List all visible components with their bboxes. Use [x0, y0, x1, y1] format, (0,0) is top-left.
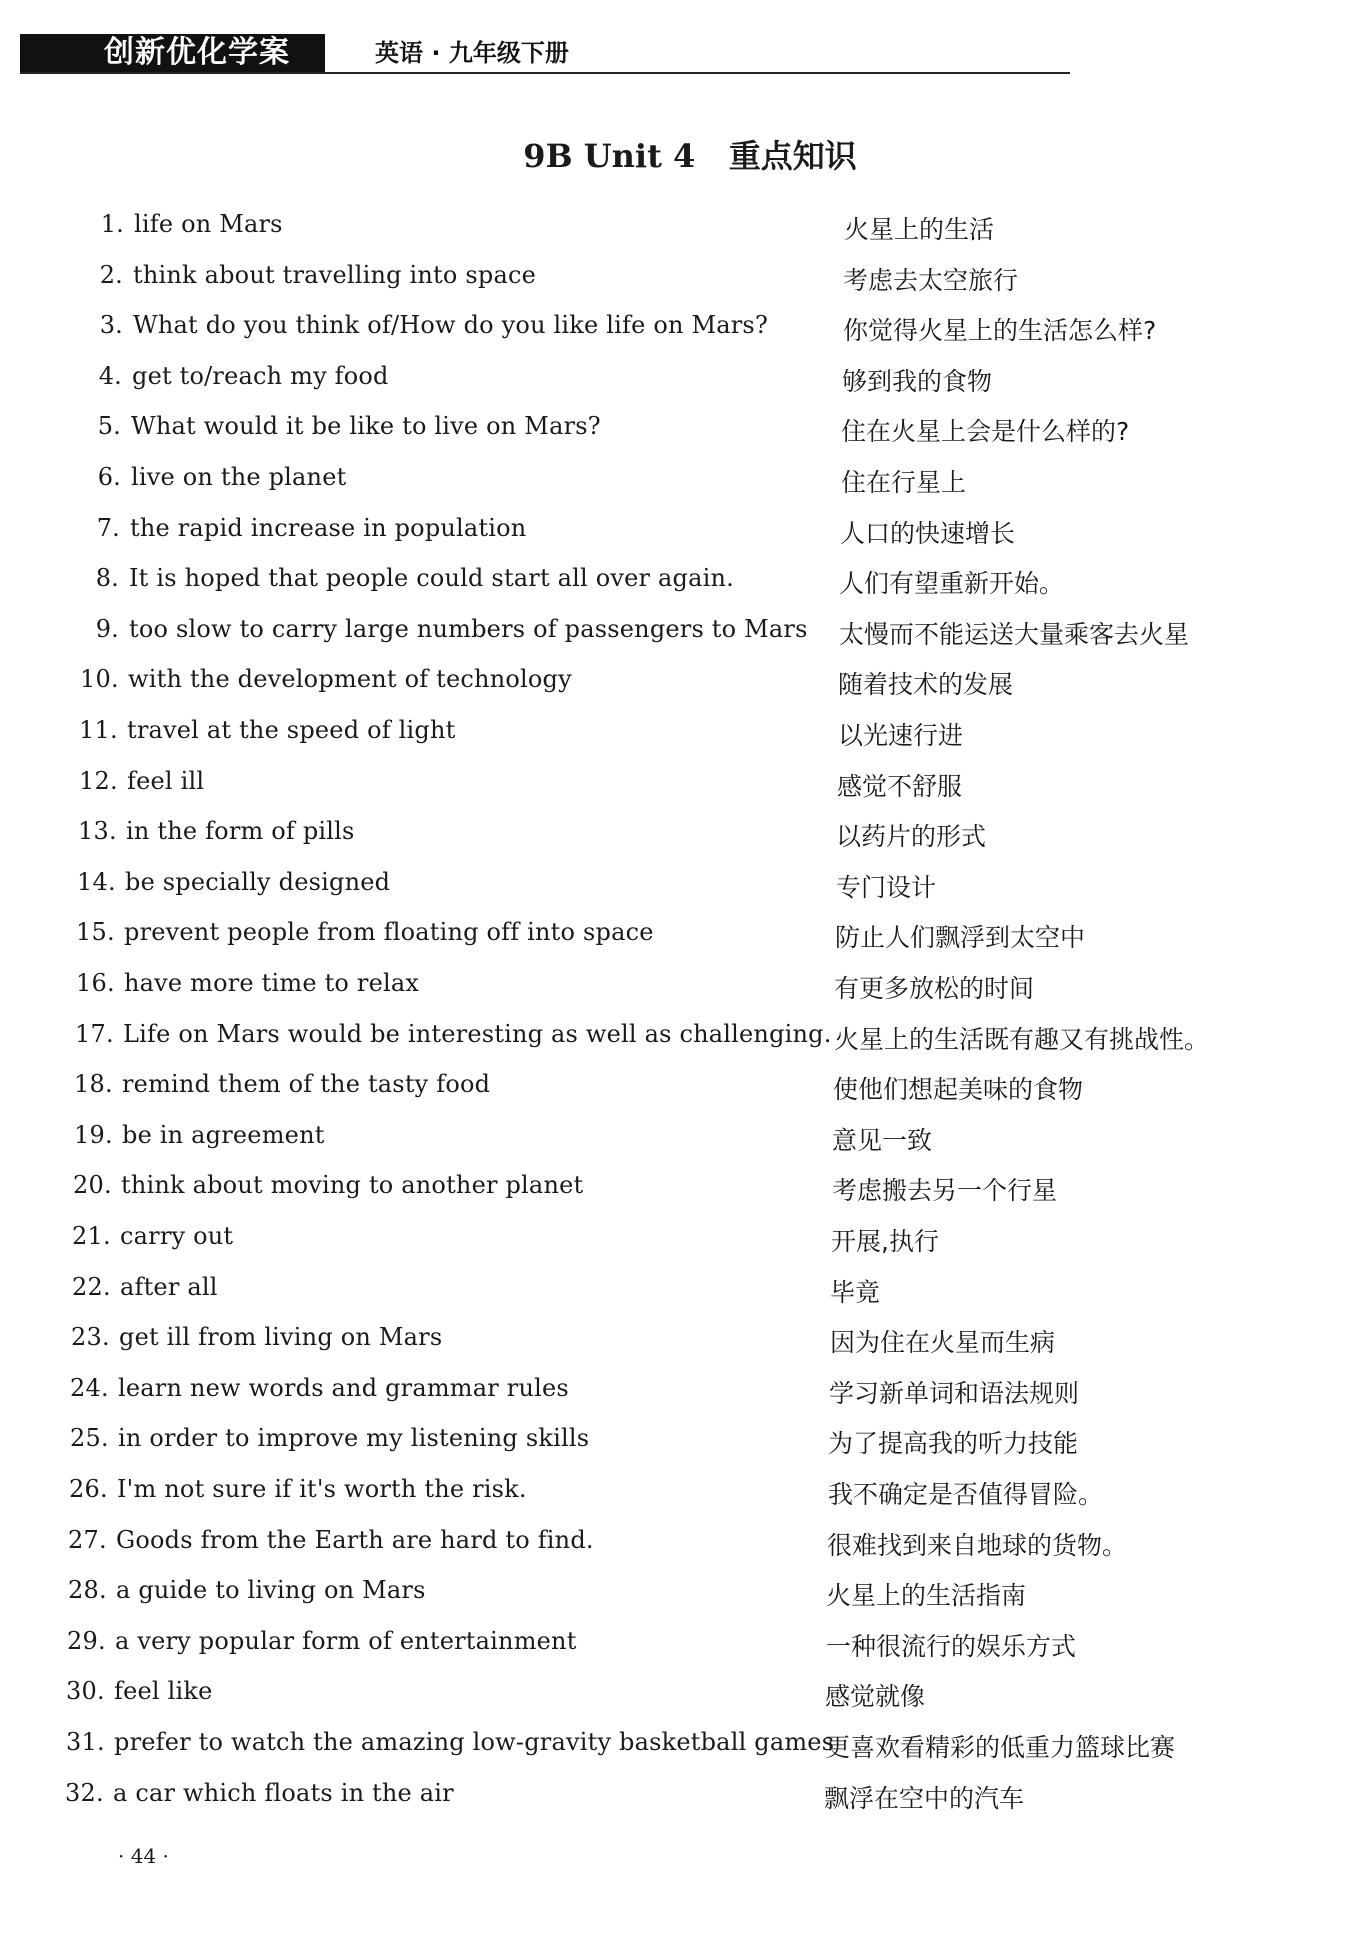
item-number: 1. — [100, 210, 124, 238]
english-text: in the form of pills — [126, 817, 355, 845]
english-text: a guide to living on Mars — [116, 1576, 426, 1604]
english-phrase — [81, 613, 808, 645]
english-text: get ill from living on Mars — [119, 1323, 443, 1351]
list-item — [0, 512, 1350, 552]
list-item — [0, 461, 1350, 501]
chinese-translation: 住在行星上 — [841, 468, 967, 497]
english-phrase — [85, 309, 768, 341]
header-brand-band — [20, 34, 325, 72]
english-phrase — [75, 1018, 832, 1050]
chinese-translation: 感觉不舒服 — [837, 772, 963, 801]
chinese-translation: 为了提高我的听力技能 — [828, 1429, 1079, 1458]
chinese-translation: 开展,执行 — [831, 1227, 939, 1256]
item-number: 29. — [67, 1627, 106, 1655]
chinese-translation: 你觉得火星上的生活怎么样? — [843, 316, 1157, 345]
english-phrase — [77, 866, 390, 898]
list-item — [0, 1068, 1350, 1108]
item-number: 30. — [66, 1677, 105, 1705]
item-number: 32. — [65, 1779, 104, 1807]
item-number: 5. — [97, 412, 121, 440]
item-number: 16. — [76, 969, 115, 997]
english-text: travel at the speed of light — [127, 716, 456, 744]
chinese-translation: 学习新单词和语法规则 — [829, 1379, 1080, 1408]
list-item — [0, 1524, 1350, 1564]
english-phrase — [71, 1321, 442, 1353]
item-number: 8. — [95, 564, 119, 592]
chinese-translation: 以光速行进 — [838, 721, 964, 750]
english-text: prefer to watch the amazing low-gravity basketball games — [114, 1728, 835, 1756]
chinese-translation: 住在火星上会是什么样的? — [841, 417, 1130, 446]
english-text: Life on Mars would be interesting as well as challenging. — [123, 1020, 832, 1048]
english-phrase — [83, 461, 346, 493]
list-item — [0, 309, 1350, 349]
item-number: 4. — [98, 362, 122, 390]
item-number: 7. — [96, 514, 120, 542]
list-item — [0, 765, 1350, 805]
english-phrase — [65, 1777, 454, 1809]
list-item — [0, 967, 1350, 1007]
english-text: have more time to relax — [124, 969, 420, 997]
english-text: too slow to carry large numbers of passengers to Mars — [129, 615, 808, 643]
chinese-translation: 随着技术的发展 — [838, 670, 1014, 699]
list-item — [0, 1220, 1350, 1260]
english-phrase — [70, 1422, 589, 1454]
list-item — [0, 259, 1350, 299]
chinese-translation: 考虑去太空旅行 — [843, 266, 1019, 295]
item-number: 18. — [74, 1070, 113, 1098]
item-number: 10. — [80, 665, 119, 693]
chinese-translation: 飘浮在空中的汽车 — [824, 1784, 1025, 1813]
english-text: think about moving to another planet — [121, 1171, 584, 1199]
chinese-translation: 专门设计 — [836, 873, 937, 902]
item-number: 11. — [79, 716, 118, 744]
english-text: Goods from the Earth are hard to find. — [116, 1526, 594, 1554]
chinese-translation: 更喜欢看精彩的低重力篮球比赛 — [825, 1733, 1176, 1762]
english-phrase — [86, 208, 283, 240]
list-item — [0, 1169, 1350, 1209]
header-rule — [20, 72, 1070, 74]
list-item — [0, 1777, 1350, 1817]
english-phrase — [68, 1524, 594, 1556]
english-text: What do you think of/How do you like life on Mars? — [133, 311, 769, 339]
list-item — [0, 1271, 1350, 1311]
chinese-translation: 够到我的食物 — [842, 367, 993, 396]
list-item — [0, 815, 1350, 855]
english-text: be specially designed — [125, 868, 391, 896]
english-text: get to/reach my food — [132, 362, 389, 390]
list-item — [0, 613, 1350, 653]
chinese-translation: 人们有望重新开始。 — [839, 569, 1065, 598]
page-title: 9B Unit 4 重点知识 — [523, 137, 857, 175]
brand-logo-text: 创新优化学案 — [104, 35, 290, 70]
item-number: 9. — [95, 615, 119, 643]
english-phrase — [74, 1119, 325, 1151]
list-item — [0, 663, 1350, 703]
chinese-translation: 我不确定是否值得冒险。 — [828, 1480, 1104, 1509]
item-number: 22. — [72, 1273, 111, 1301]
english-text: prevent people from floating off into space — [124, 918, 654, 946]
item-number: 17. — [75, 1020, 114, 1048]
english-phrase — [69, 1473, 527, 1505]
list-item — [0, 916, 1350, 956]
english-phrase — [67, 1625, 577, 1657]
english-phrase — [78, 815, 355, 847]
english-text: the rapid increase in population — [130, 514, 527, 542]
list-item — [0, 1473, 1350, 1513]
chinese-translation: 火星上的生活指南 — [826, 1581, 1027, 1610]
english-phrase — [68, 1574, 426, 1606]
english-phrase — [72, 1271, 218, 1303]
item-number: 27. — [68, 1526, 107, 1554]
chinese-translation: 毕竟 — [830, 1278, 881, 1307]
item-number: 28. — [68, 1576, 107, 1604]
chinese-translation: 很难找到来自地球的货物。 — [827, 1531, 1128, 1560]
list-item — [0, 1372, 1350, 1412]
english-text: life on Mars — [134, 210, 283, 238]
list-item — [0, 714, 1350, 754]
english-text: a very popular form of entertainment — [115, 1627, 577, 1655]
english-phrase — [85, 259, 536, 291]
english-phrase — [79, 765, 204, 797]
chinese-translation: 火星上的生活 — [844, 215, 995, 244]
english-phrase — [83, 410, 601, 442]
list-item — [0, 1321, 1350, 1361]
english-text: It is hoped that people could start all over again. — [129, 564, 734, 592]
english-text: in order to improve my listening skills — [118, 1424, 590, 1452]
item-number: 6. — [97, 463, 121, 491]
page-number: · 44 · — [118, 1844, 169, 1868]
list-item — [0, 410, 1350, 450]
chinese-translation: 防止人们飘浮到太空中 — [835, 923, 1086, 952]
english-text: What would it be like to live on Mars? — [131, 412, 601, 440]
item-number: 2. — [99, 261, 123, 289]
english-phrase — [73, 1169, 583, 1201]
english-phrase — [81, 562, 734, 594]
english-text: live on the planet — [131, 463, 347, 491]
english-text: feel like — [114, 1677, 213, 1705]
list-item — [0, 1018, 1350, 1058]
item-number: 12. — [79, 767, 118, 795]
list-item — [0, 1726, 1350, 1766]
english-phrase — [70, 1372, 569, 1404]
list-item — [0, 562, 1350, 602]
english-phrase — [80, 663, 572, 695]
english-text: carry out — [120, 1222, 234, 1250]
page-header — [20, 34, 1070, 74]
item-number: 25. — [70, 1424, 109, 1452]
chinese-translation: 太慢而不能运送大量乘客去火星 — [839, 620, 1190, 649]
chinese-translation: 人口的快速增长 — [840, 519, 1016, 548]
item-number: 26. — [69, 1475, 108, 1503]
list-item — [0, 1675, 1350, 1715]
item-number: 19. — [74, 1121, 113, 1149]
list-item — [0, 1625, 1350, 1665]
english-text: think about travelling into space — [133, 261, 537, 289]
english-phrase — [82, 512, 526, 544]
english-text: feel ill — [127, 767, 205, 795]
chinese-translation: 感觉就像 — [825, 1682, 926, 1711]
english-phrase — [72, 1220, 233, 1252]
item-number: 31. — [66, 1728, 105, 1756]
item-number: 3. — [99, 311, 123, 339]
english-phrase — [76, 916, 654, 948]
list-item — [0, 1119, 1350, 1159]
english-phrase — [74, 1068, 490, 1100]
item-number: 20. — [73, 1171, 112, 1199]
chinese-translation: 有更多放松的时间 — [834, 974, 1035, 1003]
list-item — [0, 866, 1350, 906]
english-text: remind them of the tasty food — [122, 1070, 491, 1098]
list-item — [0, 360, 1350, 400]
chinese-translation: 意见一致 — [832, 1126, 933, 1155]
item-number: 24. — [70, 1374, 109, 1402]
chinese-translation: 火星上的生活既有趣又有挑战性。 — [834, 1025, 1210, 1054]
list-item — [0, 1422, 1350, 1462]
list-item — [0, 208, 1350, 248]
english-phrase — [76, 967, 419, 999]
chinese-translation: 考虑搬去另一个行星 — [832, 1176, 1058, 1205]
english-text: I'm not sure if it's worth the risk. — [117, 1475, 527, 1503]
english-text: after all — [120, 1273, 218, 1301]
chinese-translation: 因为住在火星而生病 — [830, 1328, 1056, 1357]
chinese-translation: 以药片的形式 — [836, 822, 987, 851]
chinese-translation: 使他们想起美味的食物 — [833, 1075, 1084, 1104]
english-phrase — [79, 714, 455, 746]
chinese-translation: 一种很流行的娱乐方式 — [826, 1632, 1077, 1661]
english-text: a car which floats in the air — [113, 1779, 454, 1807]
item-number: 15. — [76, 918, 115, 946]
english-text: learn new words and grammar rules — [118, 1374, 569, 1402]
list-item — [0, 1574, 1350, 1614]
item-number: 21. — [72, 1222, 111, 1250]
item-number: 13. — [78, 817, 117, 845]
english-phrase — [84, 360, 389, 392]
english-text: with the development of technology — [128, 665, 572, 693]
english-phrase — [66, 1675, 213, 1707]
subject-label: 英语 · 九年级下册 — [375, 39, 569, 67]
item-number: 23. — [71, 1323, 110, 1351]
english-text: be in agreement — [122, 1121, 325, 1149]
item-number: 14. — [77, 868, 116, 896]
english-phrase — [66, 1726, 834, 1758]
